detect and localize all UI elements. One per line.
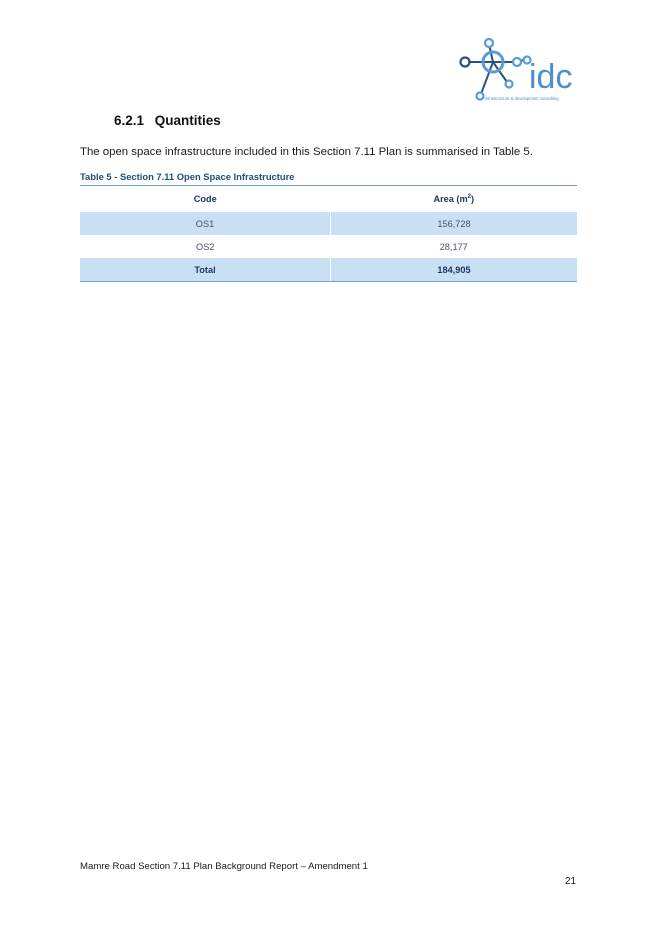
total-value: 184,905 (331, 258, 578, 282)
table-header-row (80, 186, 577, 213)
cell-area: 28,177 (439, 241, 468, 252)
cell-code: OS2 (196, 241, 215, 252)
table-caption: Table 5 - Section 7.11 Open Space Infrastructure (80, 171, 295, 182)
table-total-row (80, 258, 577, 282)
total-label: Total (80, 258, 331, 282)
intro-paragraph: The open space infrastructure included in this Section 7.11 Plan is summarised in Table 5. (80, 146, 533, 158)
table-row (80, 235, 577, 258)
cell-area: 156,728 (331, 212, 578, 235)
section-number: 6.2.1 (114, 113, 145, 128)
open-space-table (80, 185, 577, 282)
idc-wordmark: idc (529, 58, 573, 96)
idc-logo (455, 36, 581, 104)
page-footer: Mamre Road Section 7.11 Plan Background Report – Amendment 1 (80, 861, 368, 872)
idc-tagline: infrastructure & development consulting (485, 96, 559, 101)
idc-network-icon (455, 36, 581, 104)
table-row (80, 212, 577, 235)
section-title: Quantities (154, 113, 221, 128)
header-code: Code (80, 186, 331, 213)
header-area: Area $(m^2)$ (331, 186, 578, 213)
cell-code: OS1 (80, 212, 331, 235)
page-number: 21 (565, 876, 577, 887)
section-heading (114, 113, 221, 128)
